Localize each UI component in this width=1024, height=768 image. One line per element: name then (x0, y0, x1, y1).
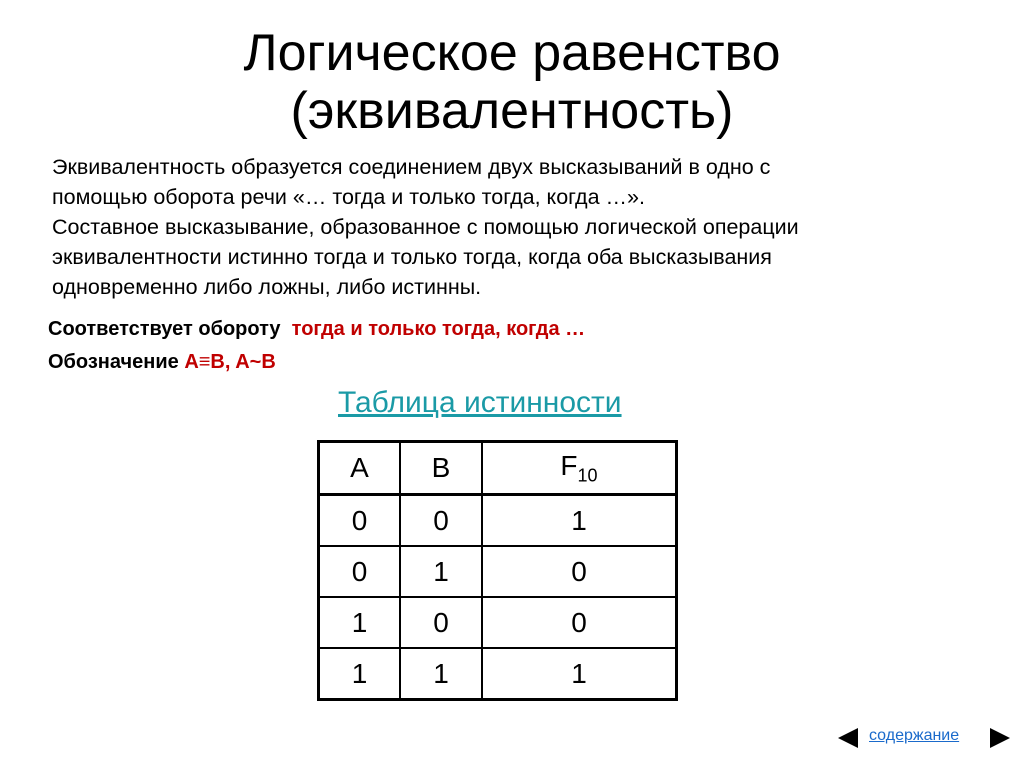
correspondence-line (48, 318, 585, 341)
page-title-line-2: (эквивалентность) (290, 82, 734, 140)
paragraph-line: эквивалентности истинно тогда и только тогда, когда оба высказывания (52, 245, 772, 269)
notation-label: Обозначение (48, 351, 179, 373)
paragraph-line: помощью оборота речи «… тогда и только тогда, когда …». (52, 185, 645, 209)
table-row (319, 597, 677, 648)
cell-a: 1 (319, 648, 401, 700)
table-header-row (319, 442, 677, 495)
definition-paragraph (52, 152, 982, 302)
header-f-letter: F (560, 449, 578, 481)
triangle-right-icon (988, 726, 1012, 750)
page-title (0, 24, 1024, 140)
table-row (319, 648, 677, 700)
cell-b: 0 (400, 495, 482, 547)
cell-f: 0 (482, 546, 677, 597)
truth-table-link[interactable]: Таблица истинности (338, 386, 622, 419)
cell-b: 1 (400, 648, 482, 700)
header-f (482, 442, 677, 495)
cell-f: 0 (482, 597, 677, 648)
prev-slide-button[interactable] (836, 725, 860, 751)
cell-a: 0 (319, 495, 401, 547)
triangle-left-icon (836, 726, 860, 750)
table-row (319, 495, 677, 547)
cell-a: 0 (319, 546, 401, 597)
cell-f: 1 (482, 648, 677, 700)
cell-f: 1 (482, 495, 677, 547)
table-row (319, 546, 677, 597)
header-f-subscript: 10 (577, 465, 598, 486)
page-title-line-1: Логическое равенство (243, 24, 781, 82)
notation-line (48, 351, 276, 374)
header-a: A (319, 442, 401, 495)
truth-table (317, 440, 678, 701)
paragraph-line: одновременно либо ложны, либо истинны. (52, 275, 482, 299)
cell-a: 1 (319, 597, 401, 648)
paragraph-line: Эквивалентность образуется соединением двух высказываний в одно с (52, 155, 771, 179)
correspondence-value: тогда и только тогда, когда … (291, 318, 586, 340)
correspondence-label: Соответствует обороту (48, 318, 281, 340)
next-slide-button[interactable] (988, 725, 1012, 751)
cell-b: 0 (400, 597, 482, 648)
notation-value: A≡B, A~B (184, 351, 276, 373)
contents-link[interactable]: содержание (869, 727, 960, 744)
paragraph-line: Составное высказывание, образованное с помощью логической операции (52, 215, 799, 239)
cell-b: 1 (400, 546, 482, 597)
header-b: B (400, 442, 482, 495)
